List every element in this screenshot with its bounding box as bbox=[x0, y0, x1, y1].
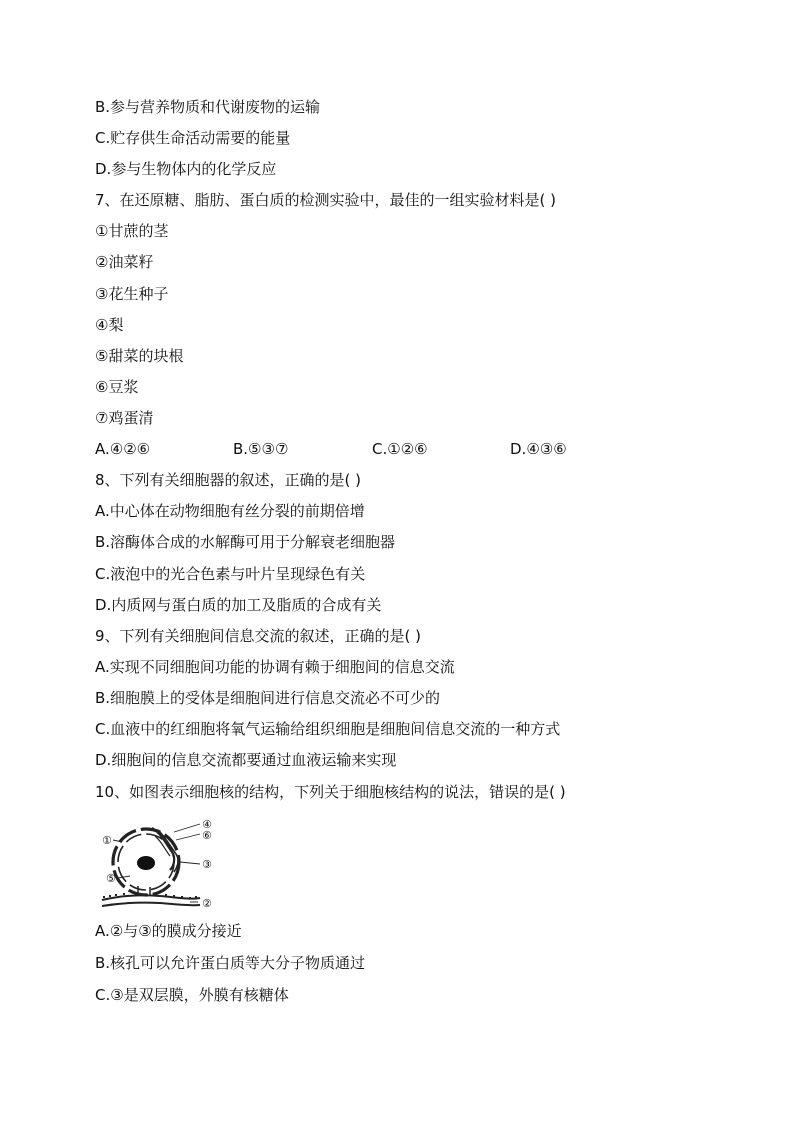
q7-item-2: ②油菜籽 bbox=[95, 253, 154, 271]
nucleolus bbox=[137, 856, 155, 870]
q7-option-c: C.①②⑥ bbox=[372, 440, 428, 458]
label-2: ② bbox=[202, 897, 212, 910]
label-1: ① bbox=[102, 834, 112, 847]
label-3: ③ bbox=[202, 858, 212, 871]
leader-line bbox=[174, 824, 200, 832]
q7-item-4: ④梨 bbox=[95, 316, 124, 334]
q8-option-b: B.溶酶体合成的水解酶可用于分解衰老细胞器 bbox=[95, 533, 396, 551]
q10-option-c: C.③是双层膜，外膜有核糖体 bbox=[95, 986, 289, 1004]
q8-option-c: C.液泡中的光合色素与叶片呈现绿色有关 bbox=[95, 565, 366, 583]
leader-line bbox=[180, 862, 200, 864]
q8-option-d: D.内质网与蛋白质的加工及脂质的合成有关 bbox=[95, 596, 382, 614]
q10-stem: 10、如图表示细胞核的结构，下列关于细胞核结构的说法，错误的是( ) bbox=[95, 783, 566, 801]
q9-option-c: C.血液中的红细胞将氧气运输给组织细胞是细胞间信息交流的一种方式 bbox=[95, 720, 561, 738]
label-4: ④ bbox=[202, 818, 212, 831]
q8-option-a: A.中心体在动物细胞有丝分裂的前期倍增 bbox=[95, 502, 365, 520]
q7-item-7: ⑦鸡蛋清 bbox=[95, 409, 154, 427]
q9-option-a: A.实现不同细胞间功能的协调有赖于细胞间的信息交流 bbox=[95, 658, 455, 676]
q10-option-b: B.核孔可以允许蛋白质等大分子物质通过 bbox=[95, 954, 366, 972]
q7-options-row bbox=[95, 439, 655, 459]
chromatin-strand bbox=[152, 828, 174, 870]
q7-option-d: D.④③⑥ bbox=[510, 440, 567, 458]
endoplasmic-reticulum bbox=[102, 903, 200, 906]
label-5: ⑤ bbox=[106, 872, 116, 885]
label-6: ⑥ bbox=[202, 829, 212, 842]
q6-option-c: C.贮存供生命活动需要的能量 bbox=[95, 129, 291, 147]
q8-stem: 8、下列有关细胞器的叙述，正确的是( ) bbox=[95, 471, 362, 489]
q7-item-5: ⑤甜菜的块根 bbox=[95, 347, 184, 365]
q7-item-1: ①甘蔗的茎 bbox=[95, 222, 169, 240]
nucleus-structure-figure bbox=[100, 816, 220, 912]
q7-stem: 7、在还原糖、脂肪、蛋白质的检测实验中，最佳的一组实验材料是( ) bbox=[95, 191, 557, 209]
q6-option-b: B.参与营养物质和代谢废物的运输 bbox=[95, 98, 321, 116]
q10-option-a: A.②与③的膜成分接近 bbox=[95, 922, 242, 940]
q6-option-d: D.参与生物体内的化学反应 bbox=[95, 160, 277, 178]
q9-option-b: B.细胞膜上的受体是细胞间进行信息交流必不可少的 bbox=[95, 689, 441, 707]
nucleus-diagram bbox=[100, 816, 220, 912]
q7-option-b: B.⑤③⑦ bbox=[233, 440, 289, 458]
q9-stem: 9、下列有关细胞间信息交流的叙述，正确的是( ) bbox=[95, 627, 422, 645]
leader-line bbox=[118, 876, 130, 878]
q7-item-6: ⑥豆浆 bbox=[95, 378, 139, 396]
q7-option-a: A.④②⑥ bbox=[95, 440, 151, 458]
q7-item-3: ③花生种子 bbox=[95, 285, 169, 303]
leader-line bbox=[176, 834, 200, 840]
q9-option-d: D.细胞间的信息交流都要通过血液运输来实现 bbox=[95, 751, 397, 769]
